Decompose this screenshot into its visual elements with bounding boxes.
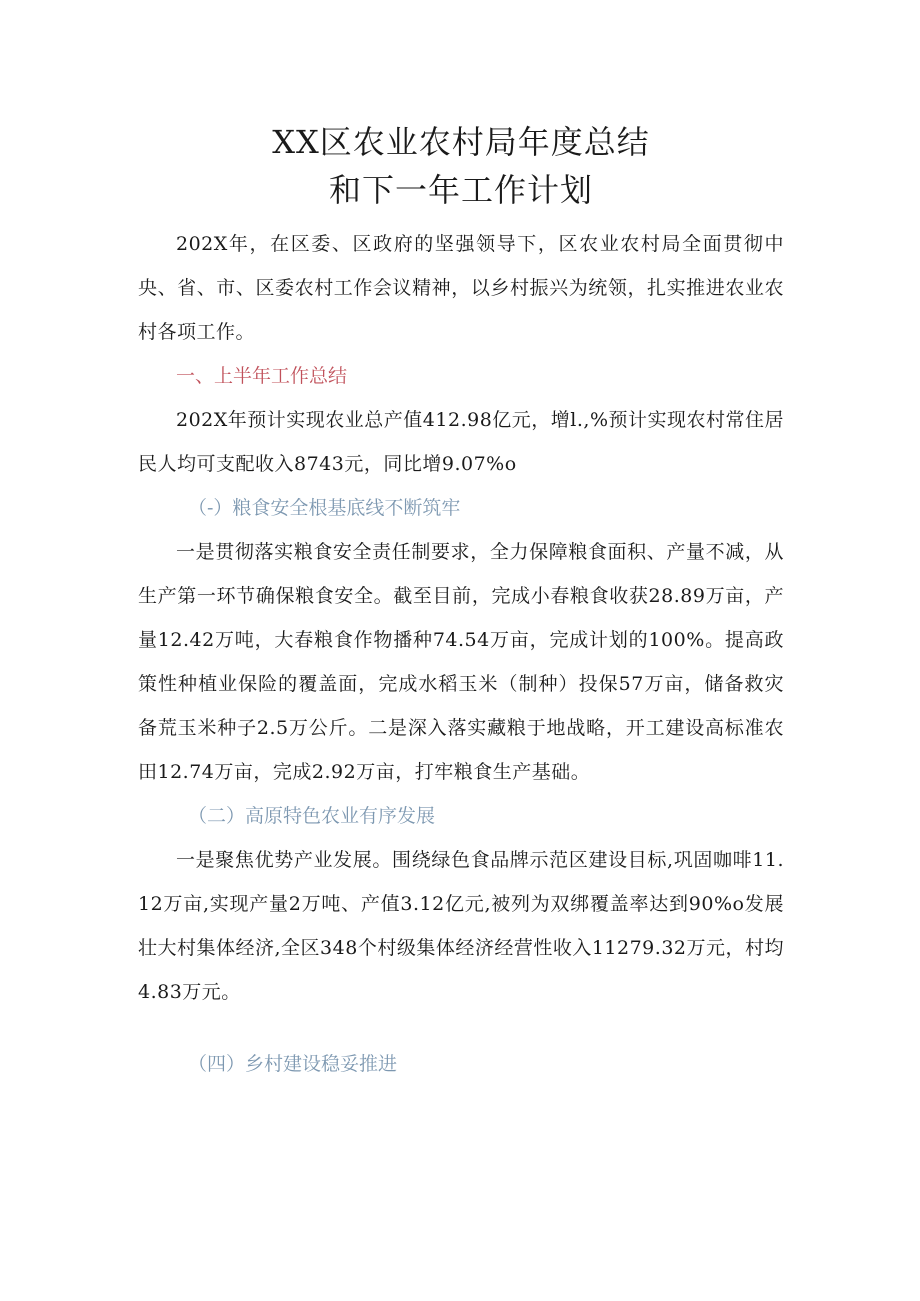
spacer bbox=[138, 1014, 784, 1042]
plateau-agriculture-paragraph: 一是聚焦优势产业发展。围绕绿色食品牌示范区建设目标,巩固咖啡11.12万亩,实现产量2万吨、产值3.12亿元,被列为双绑覆盖率达到90%o发展壮大村集体经济,全区348个村级集体经济经营性收入11279.32万元，村均4.83万元。 bbox=[138, 849, 784, 1003]
subsection-heading-plateau-agriculture: （二）高原特色农业有序发展 bbox=[188, 805, 436, 827]
subsection-heading-grain-security: （-）粮食安全根基底线不断筑牢 bbox=[188, 497, 461, 519]
section-heading-first-half-summary: 一、上半年工作总结 bbox=[176, 365, 348, 387]
summary-paragraph: 202X年预计实现农业总产值412.98亿元，增l.,%预计实现农村常住居民人均可支配收入8743元，同比增9.07%o bbox=[138, 409, 784, 475]
document-page bbox=[138, 118, 784, 1086]
intro-paragraph: 202X年，在区委、区政府的坚强领导下，区农业农村局全面贯彻中央、省、市、区委农村工作会议精神，以乡村振兴为统领，扎实推进农业农村各项工作。 bbox=[138, 233, 784, 343]
subsection-heading-rural-construction: （四）乡村建设稳妥推进 bbox=[188, 1053, 398, 1075]
title-line-2: 和下一年工作计划 bbox=[328, 171, 593, 209]
spacer bbox=[138, 214, 784, 222]
grain-security-paragraph: 一是贯彻落实粮食安全责任制要求，全力保障粮食面积、产量不减，从生产第一环节确保粮食安全。截至目前，完成小春粮食收获28.89万亩，产量12.42万吨，大春粮食作物播种74.54万亩，完成计划的100%。提高政策性种植业保险的覆盖面，完成水稻玉米（制种）投保57万亩，储备救灾备荒玉米种子2.5万公斤。二是深入落实藏粮于地战略，开工建设高标准农田12.74万亩，完成2.92万亩，打牢粮食生产基础。 bbox=[138, 541, 784, 783]
document-title bbox=[138, 118, 784, 214]
title-line-1: XX区农业农村局年度总结 bbox=[272, 123, 650, 161]
